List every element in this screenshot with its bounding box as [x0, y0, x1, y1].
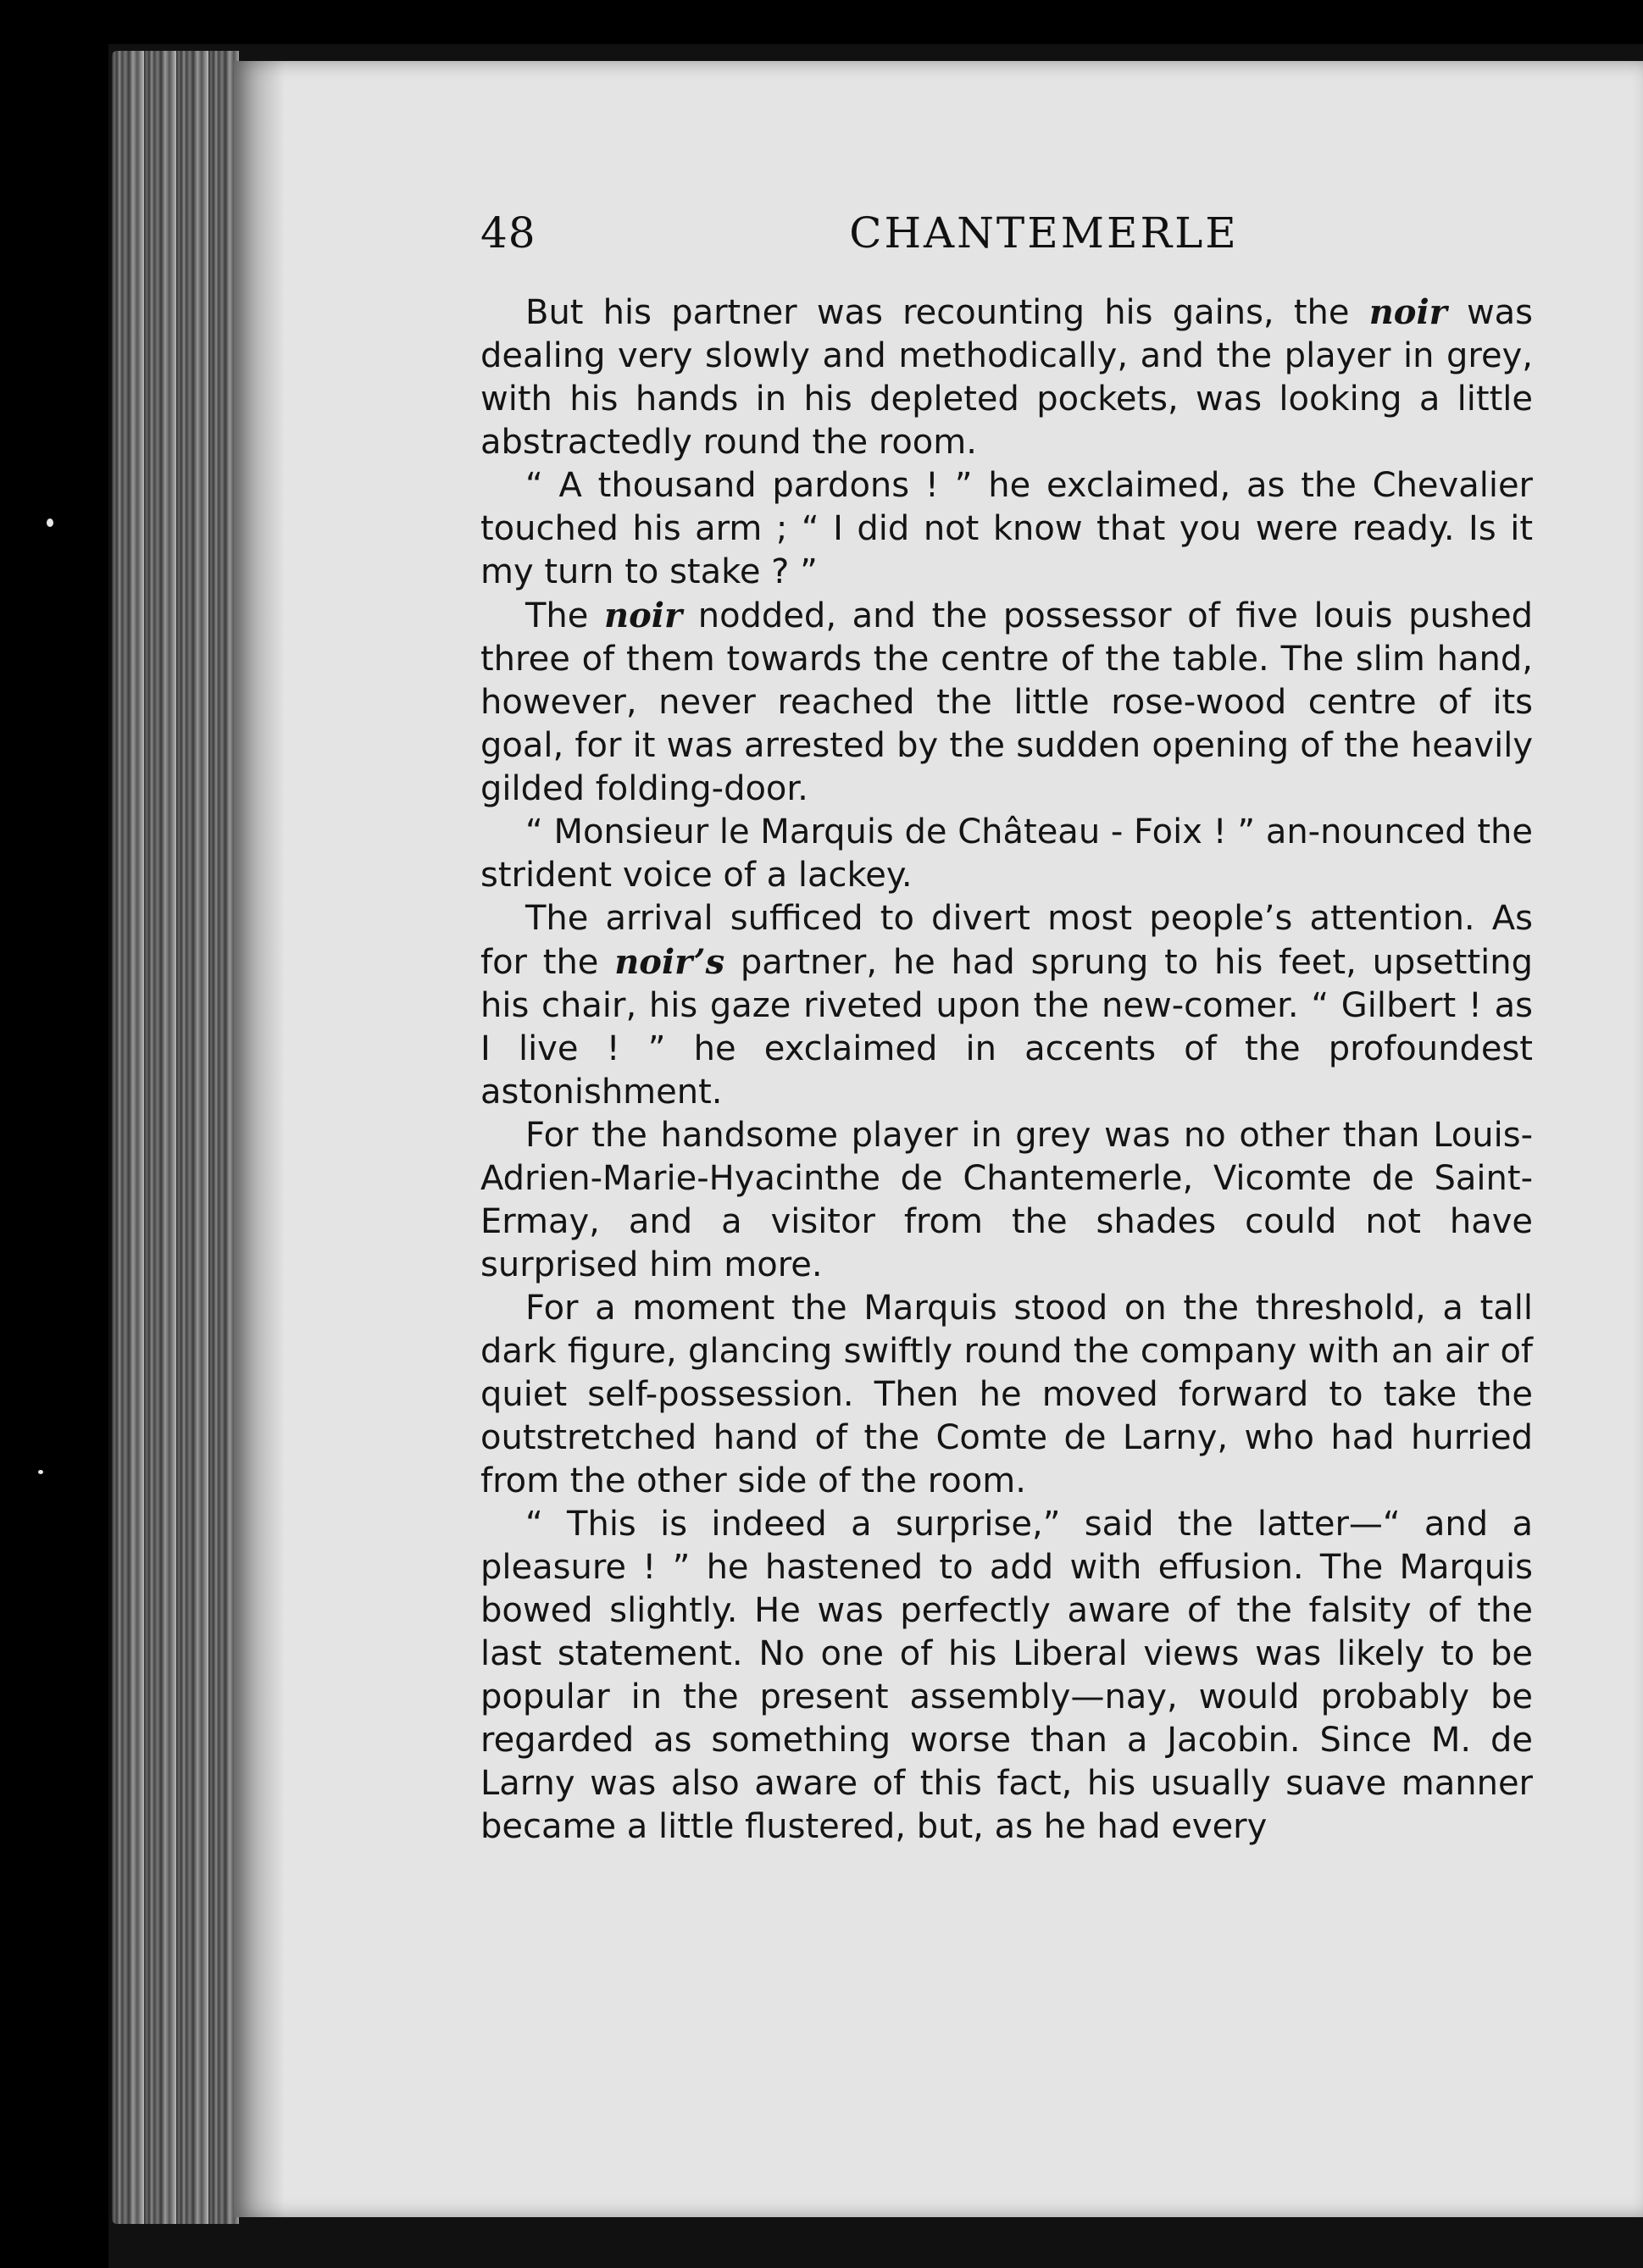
text-run: The arrival sufficed to divert most people’s attention. As for the [480, 899, 1533, 982]
italic-word: noir [604, 596, 683, 635]
paragraph [480, 464, 1533, 594]
text-run: The [525, 596, 605, 635]
text-run: For a moment the Marquis stood on the threshold, a tall dark figure, glancing swiftly round the company with an air of quiet self-possession. Then he moved forward to take the outstretched hand of the Comte de Larny, who had hurried from the other side of the room. [480, 1289, 1533, 1500]
text-run: For the handsome player in grey was no other than Louis-Adrien-Marie-Hyacinthe de Chantemerle, Vicomte de Saint-Ermay, and a visitor from the shades could not have surprised him more. [480, 1116, 1533, 1284]
page-edges [112, 51, 239, 2224]
page-header [480, 203, 1540, 263]
paragraph [480, 291, 1533, 464]
scan-speck [47, 518, 53, 527]
text-run: But his partner was recounting his gains, the [525, 293, 1369, 332]
italic-word: noir [1368, 292, 1447, 332]
text-run: was dealing very slowly and methodically, and the player in grey, with his hands in his depleted pockets, was looking a little abstractedly round the room. [480, 293, 1534, 462]
paragraph [480, 1114, 1533, 1287]
text-run: “ A thousand pardons ! ” he exclaimed, as the Chevalier touched his arm ; “ I did not know that you were ready. Is it my turn to stake ? ” [480, 466, 1533, 591]
paragraph [480, 897, 1533, 1114]
paragraph [480, 1503, 1533, 1849]
paragraph [480, 1287, 1533, 1503]
body-text [480, 291, 1533, 1849]
scan-speck [38, 1470, 43, 1474]
text-run: “ This is indeed a surprise,” said the latter—“ and a pleasure ! ” he hastened to add with effusion. The Marquis bowed slightly. He was perfectly aware of the falsity of the last statement. No one of his Liberal views was likely to be popular in the present assembly—nay, would probably be regarded as something worse than a Jacobin. Since M. de Larny was also aware of this fact, his usually suave manner became a little flustered, but, as he had every [480, 1505, 1533, 1846]
paragraph [480, 811, 1533, 897]
page-number: 48 [480, 208, 536, 258]
spine-shadow [234, 61, 285, 2217]
text-run: nodded, and the possessor of five louis pushed three of them towards the centre of the table. The slim hand, however, never reached the little rose-wood centre of its goal, for it was arrested by the sudden opening of the heavily gilded folding-door. [480, 596, 1534, 808]
text-run: partner, he had sprung to his feet, upsetting his chair, his gaze riveted upon the new-comer. “ Gilbert ! as I live ! ” he exclaimed in accents of the profoundest astonishment. [480, 943, 1533, 1112]
italic-word: noir’s [614, 942, 725, 982]
running-head: CHANTEMERLE [849, 208, 1239, 258]
paragraph [480, 594, 1533, 811]
text-run: “ Monsieur le Marquis de Château - Foix ! ” an-nounced the strident voice of a lackey. [480, 812, 1533, 895]
